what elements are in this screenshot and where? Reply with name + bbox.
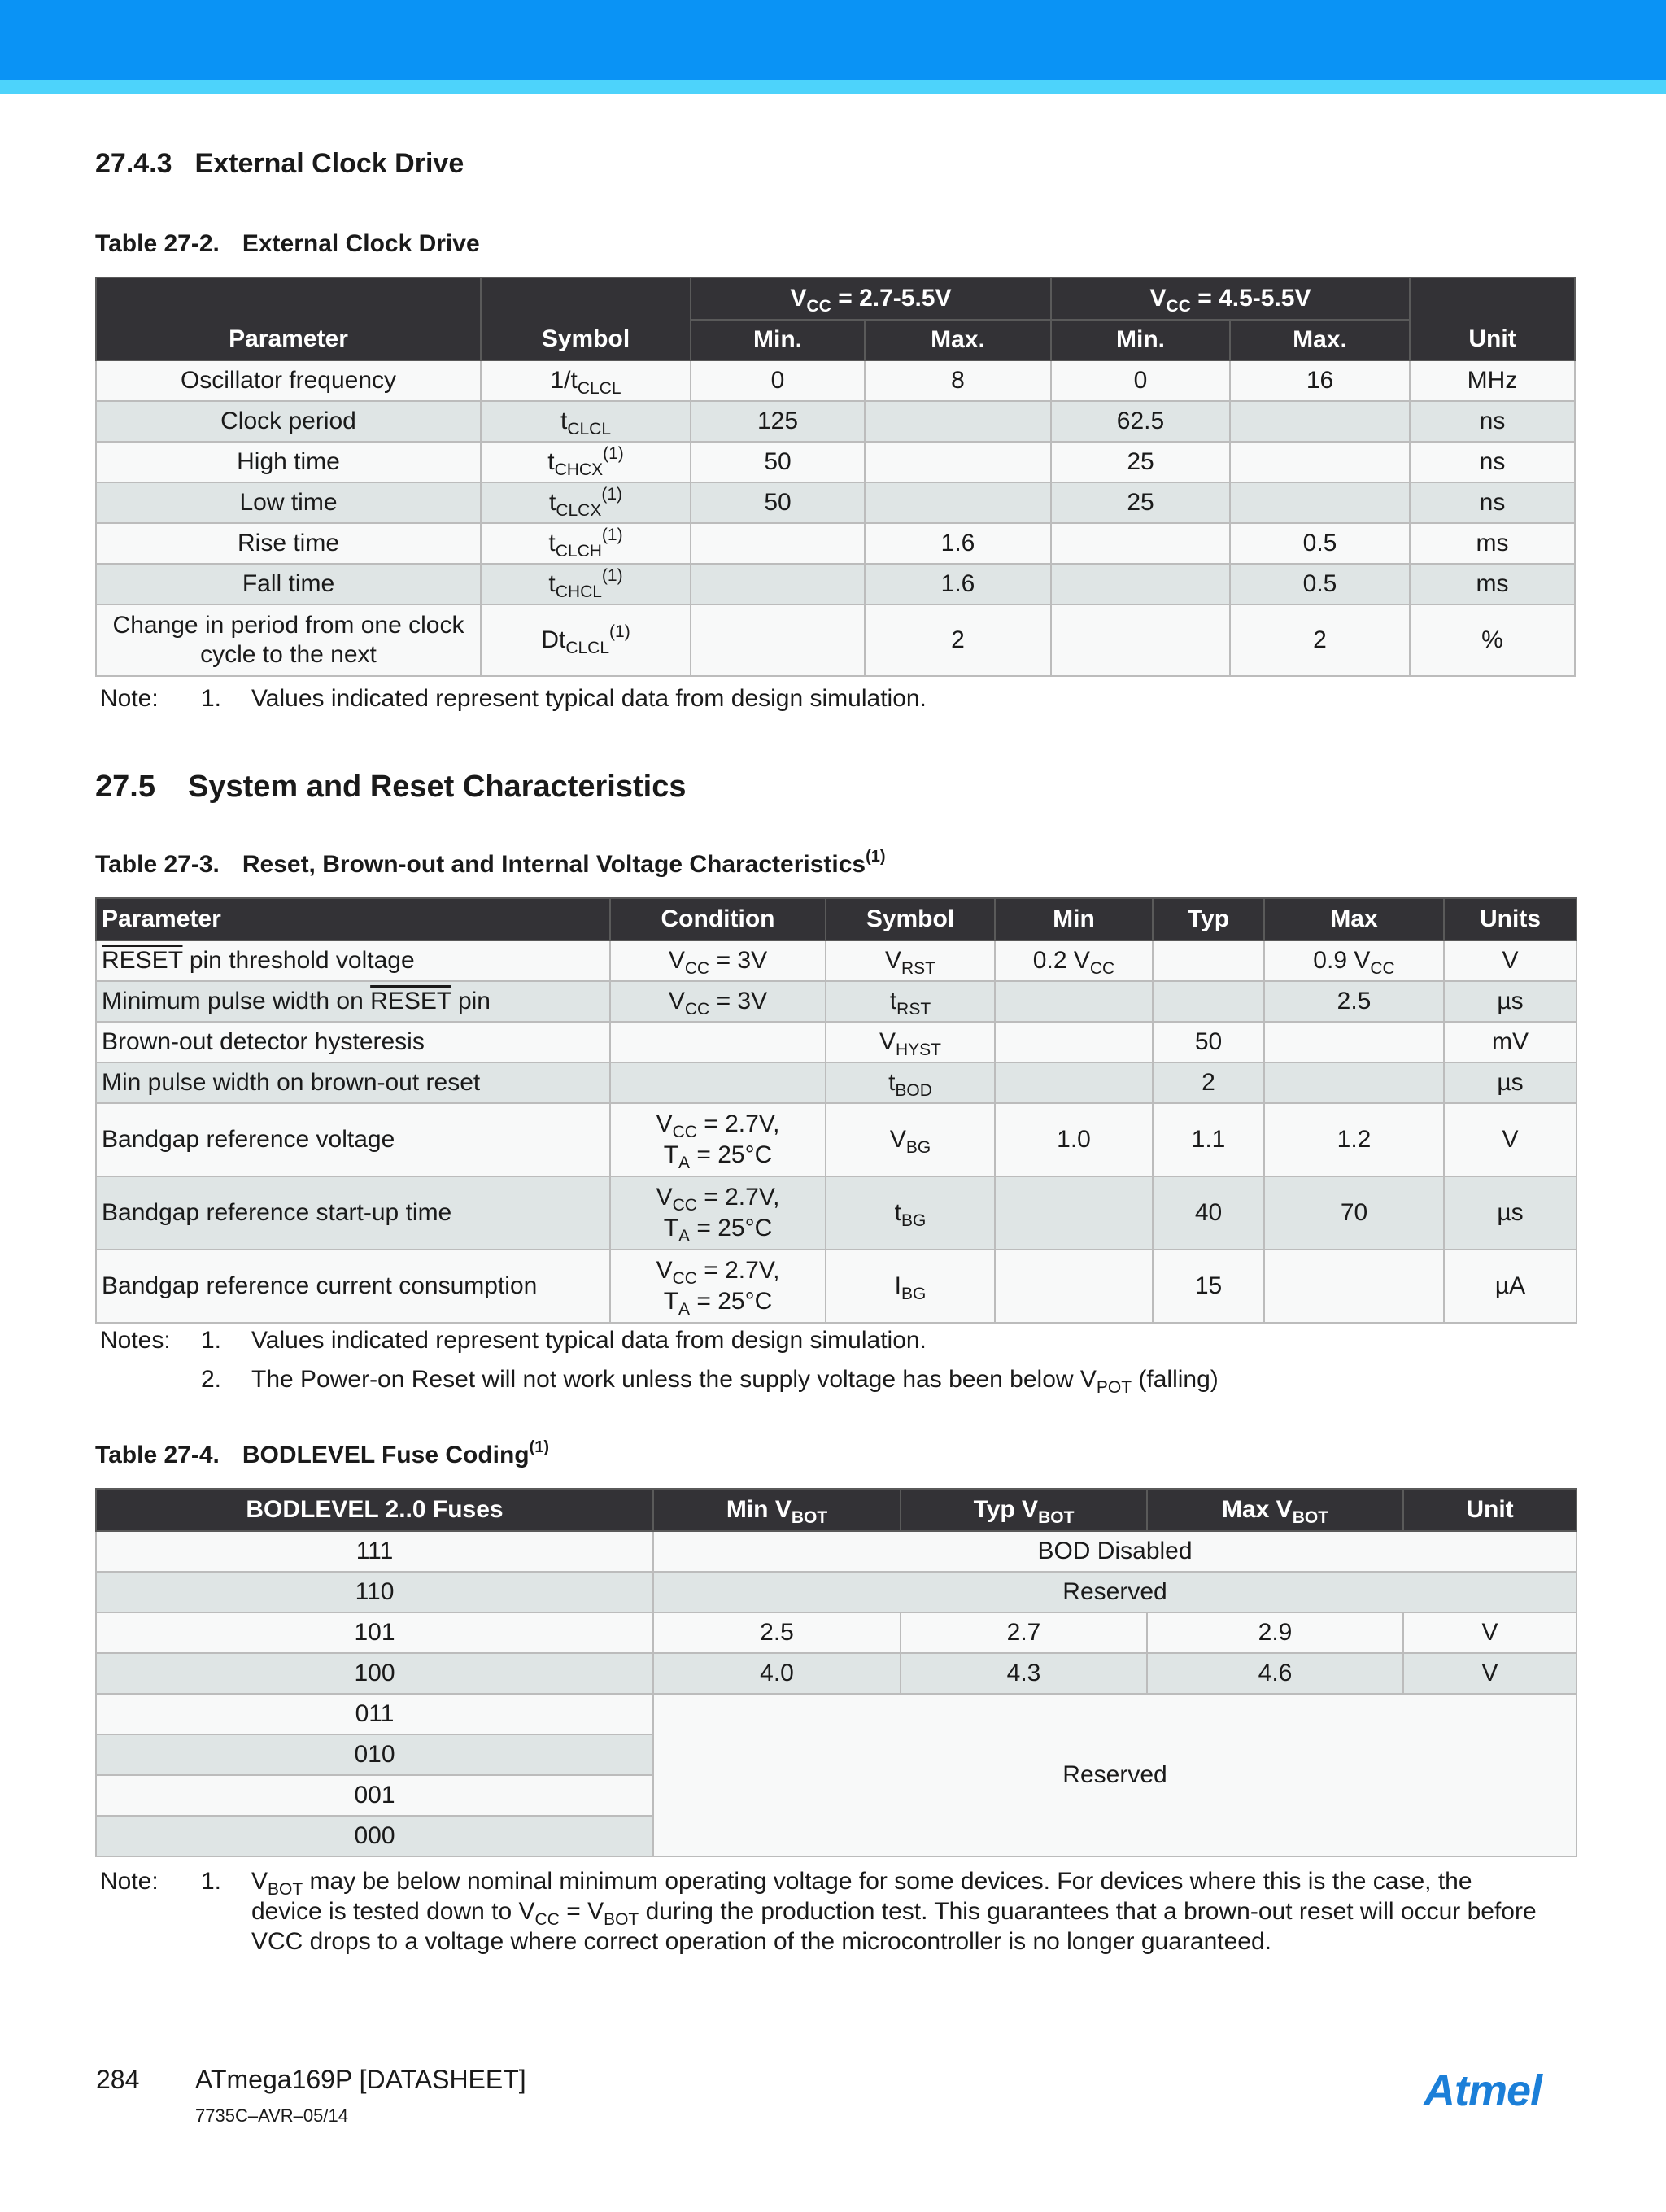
table-row <box>96 442 1575 482</box>
cell-fuse: 100 <box>96 1653 653 1694</box>
table-row <box>96 1572 1577 1612</box>
atmel-logo <box>1422 2066 1572 2119</box>
document-code: 7735C–AVR–05/14 <box>195 2105 348 2126</box>
cell-min <box>1051 564 1230 604</box>
cell-unit: mV <box>1444 1022 1577 1062</box>
cell-symbol: $Dt_{CLCL}^{(1)}$ <box>481 604 691 676</box>
cell-status: BOD Disabled <box>653 1531 1577 1572</box>
cell-unit: µs <box>1444 1176 1577 1250</box>
cell-min: 1.0 <box>995 1103 1153 1176</box>
cell-parameter: RESET pin threshold voltage <box>96 940 610 981</box>
cell-min: 25 <box>1051 442 1230 482</box>
table-27-3 <box>95 897 1577 1324</box>
cell-unit: V <box>1444 940 1577 981</box>
table-27-4-caption: Table 27-4. BODLEVEL Fuse Coding$^{(1)}$ <box>95 1438 550 1468</box>
header-stripe <box>0 80 1666 94</box>
cell-condition <box>610 1062 826 1103</box>
table-row <box>96 1531 1577 1572</box>
table-row <box>96 1062 1577 1103</box>
table-row <box>96 482 1575 523</box>
col-header-symbol: Symbol <box>826 898 995 940</box>
col-header-fuses: BODLEVEL 2..0 Fuses <box>96 1489 653 1531</box>
cell-min: 50 <box>691 442 865 482</box>
cell-parameter: High time <box>96 442 481 482</box>
cell-min <box>691 523 865 564</box>
cell-min <box>995 1062 1153 1103</box>
cell-max <box>1264 1250 1444 1323</box>
cell-min <box>995 1022 1153 1062</box>
col-header-max: Max. <box>865 320 1051 360</box>
cell-condition <box>610 1022 826 1062</box>
cell-symbol: $t_{RST}$ <box>826 981 995 1022</box>
cell-unit: V <box>1444 1103 1577 1176</box>
cell-max <box>1264 1022 1444 1062</box>
cell-max <box>1264 1062 1444 1103</box>
col-header-min-vbot: Min $V_{BOT}$ <box>653 1489 901 1531</box>
cell-condition: $V_{CC} = 3V$ <box>610 981 826 1022</box>
cell-parameter: Low time <box>96 482 481 523</box>
cell-min: 62.5 <box>1051 401 1230 442</box>
cell-unit: ms <box>1410 564 1575 604</box>
cell-max <box>1230 482 1410 523</box>
col-header-max-vbot: Max $V_{BOT}$ <box>1147 1489 1403 1531</box>
cell-condition: $V_{CC} = 2.7V$, $T_A = 25^\circ C$ <box>610 1250 826 1323</box>
table-row <box>96 1022 1577 1062</box>
cell-symbol: $1/t_{CLCL}$ <box>481 360 691 401</box>
col-header-parameter: Parameter <box>96 898 610 940</box>
cell-parameter: Min pulse width on brown-out reset <box>96 1062 610 1103</box>
cell-min: 0 <box>691 360 865 401</box>
cell-max: 4.6 <box>1147 1653 1403 1694</box>
table-row <box>96 360 1575 401</box>
col-header-units: Units <box>1444 898 1577 940</box>
table-row <box>96 604 1575 676</box>
table-row <box>96 1103 1577 1176</box>
cell-symbol: $t_{CLCL}$ <box>481 401 691 442</box>
table-27-2 <box>95 277 1576 677</box>
cell-parameter: Brown-out detector hysteresis <box>96 1022 610 1062</box>
table-row <box>96 940 1577 981</box>
cell-condition: $V_{CC} = 2.7V$, $T_A = 25^\circ C$ <box>610 1103 826 1176</box>
cell-max: 2 <box>1230 604 1410 676</box>
document-title: ATmega169P [DATASHEET] <box>195 2065 526 2094</box>
table-row <box>96 1250 1577 1323</box>
cell-parameter: Clock period <box>96 401 481 442</box>
cell-parameter: Bandgap reference start-up time <box>96 1176 610 1250</box>
table-row <box>96 564 1575 604</box>
cell-typ: 4.3 <box>901 1653 1147 1694</box>
cell-fuse: 010 <box>96 1734 653 1775</box>
cell-unit: µs <box>1444 1062 1577 1103</box>
cell-unit: V <box>1403 1612 1577 1653</box>
cell-max <box>1230 401 1410 442</box>
cell-status: Reserved <box>653 1572 1577 1612</box>
cell-unit: µA <box>1444 1250 1577 1323</box>
cell-max: 0.5 <box>1230 523 1410 564</box>
cell-parameter: Fall time <box>96 564 481 604</box>
cell-symbol: $t_{CLCX}^{(1)}$ <box>481 482 691 523</box>
table-row <box>96 981 1577 1022</box>
cell-fuse: 111 <box>96 1531 653 1572</box>
cell-unit: ns <box>1410 482 1575 523</box>
table-row <box>96 1653 1577 1694</box>
cell-unit: MHz <box>1410 360 1575 401</box>
cell-fuse: 110 <box>96 1572 653 1612</box>
cell-condition: $V_{CC} = 3V$ <box>610 940 826 981</box>
table-row <box>96 1176 1577 1250</box>
cell-min <box>995 981 1153 1022</box>
cell-unit: ms <box>1410 523 1575 564</box>
cell-symbol: $V_{HYST}$ <box>826 1022 995 1062</box>
cell-min: 2.5 <box>653 1612 901 1653</box>
cell-min: 0 <box>1051 360 1230 401</box>
cell-unit: µs <box>1444 981 1577 1022</box>
col-header-typ-vbot: Typ $V_{BOT}$ <box>901 1489 1147 1531</box>
cell-typ <box>1153 981 1264 1022</box>
cell-typ: 2 <box>1153 1062 1264 1103</box>
cell-max <box>865 401 1051 442</box>
cell-min: 25 <box>1051 482 1230 523</box>
cell-symbol: $I_{BG}$ <box>826 1250 995 1323</box>
section-heading-27-4-3: 27.4.3 External Clock Drive <box>95 148 464 179</box>
cell-max: 2.5 <box>1264 981 1444 1022</box>
cell-max: 1.2 <box>1264 1103 1444 1176</box>
cell-typ: 1.1 <box>1153 1103 1264 1176</box>
cell-min <box>1051 604 1230 676</box>
table-27-3-caption: Table 27-3. Reset, Brown-out and Internal Voltage Characteristics$^{(1)}$ <box>95 848 886 878</box>
cell-fuse: 101 <box>96 1612 653 1653</box>
cell-parameter: Oscillator frequency <box>96 360 481 401</box>
cell-max: 2 <box>865 604 1051 676</box>
cell-symbol: $t_{CLCH}^{(1)}$ <box>481 523 691 564</box>
col-header-unit: Unit <box>1403 1489 1577 1531</box>
cell-reserved-block: Reserved <box>653 1694 1577 1856</box>
cell-parameter: Bandgap reference voltage <box>96 1103 610 1176</box>
cell-condition: $V_{CC} = 2.7V$, $T_A = 25^\circ C$ <box>610 1176 826 1250</box>
cell-parameter: Minimum pulse width on RESET pin <box>96 981 610 1022</box>
cell-typ: 50 <box>1153 1022 1264 1062</box>
cell-max: 0.5 <box>1230 564 1410 604</box>
header-bar <box>0 0 1666 80</box>
cell-parameter: Bandgap reference current consumption <box>96 1250 610 1323</box>
col-header-vcc-4-5: $V_{CC} = 4.5-5.5V$ <box>1051 277 1410 320</box>
table-27-2-caption: Table 27-2. External Clock Drive <box>95 230 480 257</box>
cell-fuse: 011 <box>96 1694 653 1734</box>
col-header-min: Min. <box>691 320 865 360</box>
cell-max: 1.6 <box>865 523 1051 564</box>
svg-text:Atmel: Atmel <box>1424 2066 1542 2115</box>
cell-typ: 40 <box>1153 1176 1264 1250</box>
cell-symbol: $t_{BOD}$ <box>826 1062 995 1103</box>
cell-typ: 15 <box>1153 1250 1264 1323</box>
col-header-typ: Typ <box>1153 898 1264 940</box>
cell-min <box>1051 523 1230 564</box>
cell-max <box>865 482 1051 523</box>
cell-max: 16 <box>1230 360 1410 401</box>
cell-min: 50 <box>691 482 865 523</box>
page-number: 284 <box>96 2065 140 2094</box>
cell-min <box>995 1250 1153 1323</box>
cell-min: 4.0 <box>653 1653 901 1694</box>
col-header-max: Max. <box>1230 320 1410 360</box>
cell-symbol: $t_{CHCL}^{(1)}$ <box>481 564 691 604</box>
col-header-condition: Condition <box>610 898 826 940</box>
cell-min <box>995 1176 1153 1250</box>
cell-max: 8 <box>865 360 1051 401</box>
cell-symbol: $t_{CHCX}^{(1)}$ <box>481 442 691 482</box>
cell-fuse: 000 <box>96 1816 653 1856</box>
cell-symbol: $t_{BG}$ <box>826 1176 995 1250</box>
cell-typ: 2.7 <box>901 1612 1147 1653</box>
table-row <box>96 523 1575 564</box>
cell-symbol: $V_{RST}$ <box>826 940 995 981</box>
cell-max <box>865 442 1051 482</box>
cell-unit: V <box>1403 1653 1577 1694</box>
cell-max: 2.9 <box>1147 1612 1403 1653</box>
cell-unit: ns <box>1410 442 1575 482</box>
cell-min: 0.2 $V_{CC}$ <box>995 940 1153 981</box>
cell-max: 70 <box>1264 1176 1444 1250</box>
cell-max: 1.6 <box>865 564 1051 604</box>
section-heading-27-5: 27.5 System and Reset Characteristics <box>95 770 687 804</box>
cell-parameter: Rise time <box>96 523 481 564</box>
col-header-parameter: Parameter <box>96 277 481 360</box>
table-row <box>96 1612 1577 1653</box>
cell-symbol: $V_{BG}$ <box>826 1103 995 1176</box>
col-header-unit: Unit <box>1410 277 1575 360</box>
cell-unit: % <box>1410 604 1575 676</box>
cell-unit: ns <box>1410 401 1575 442</box>
cell-fuse: 001 <box>96 1775 653 1816</box>
cell-parameter: Change in period from one clock cycle to the next <box>96 604 481 676</box>
cell-min <box>691 564 865 604</box>
table-row <box>96 1694 1577 1734</box>
col-header-min: Min. <box>1051 320 1230 360</box>
col-header-max: Max <box>1264 898 1444 940</box>
col-header-symbol: Symbol <box>481 277 691 360</box>
cell-min <box>691 604 865 676</box>
table-27-4 <box>95 1488 1577 1857</box>
cell-max: 0.9 $V_{CC}$ <box>1264 940 1444 981</box>
col-header-min: Min <box>995 898 1153 940</box>
table-row <box>96 401 1575 442</box>
cell-max <box>1230 442 1410 482</box>
cell-typ <box>1153 940 1264 981</box>
col-header-vcc-2-7: $V_{CC} = 2.7-5.5V$ <box>691 277 1051 320</box>
cell-min: 125 <box>691 401 865 442</box>
